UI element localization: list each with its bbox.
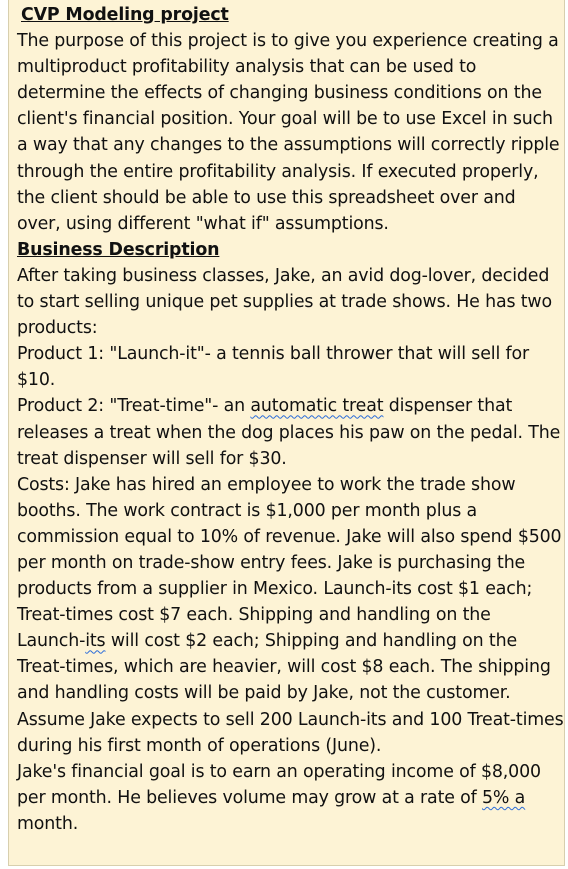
purpose-paragraph: The purpose of this project is to give you experience creating a multiproduct profitability analysis that can be used to determine the effects of changing business conditions on the client's financial position. Your goal will be to use Excel in such a way that any changes to the assumptions will correctly ripple through the entire profitability analysis. If executed properly, the client should be able to use this spreadsheet over and over, using different "what if" assumptions. xyxy=(17,31,560,234)
product-2-text-end: dispenser that releases a treat when the dog places his paw on the pedal. The treat dispenser will sell for $30. xyxy=(17,396,561,469)
goal-text-end: month. xyxy=(17,813,79,834)
product-1-paragraph: Product 1: "Launch-it"- a tennis ball thrower that will sell for $10. xyxy=(17,344,529,391)
assumption-paragraph: Assume Jake expects to sell 200 Launch-its and 100 Treat-times during his first month of operations (June). xyxy=(17,709,564,756)
costs-text-start: Costs: Jake has hired an employee to work the trade show booths. The work contract is $1,000 per month plus a commission equal to 10% of revenue. Jake will also spend $500 per month on trade-show entry fees. Jake is purchasing the products from a supplier in Mexico. Launch-its cost $1 each; Treat-times cost $7 each. Shipping and handling on the Launch- xyxy=(17,474,562,652)
document-body xyxy=(8,0,565,866)
costs-paragraph xyxy=(17,472,564,707)
intro-paragraph: After taking business classes, Jake, an avid dog-lover, decided to start selling unique pet supplies at trade shows. He has two products: xyxy=(17,265,552,339)
goal-paragraph xyxy=(17,759,564,837)
page-title: CVP Modeling project xyxy=(21,5,229,25)
product-2-text-start: Product 2: "Treat-time"- an xyxy=(17,396,251,417)
spellcheck-flag-its[interactable]: its xyxy=(85,631,106,652)
business-description-heading: Business Description xyxy=(17,239,220,260)
spellcheck-flag-automatic-treat[interactable]: automatic treat xyxy=(250,396,384,417)
costs-text-end: will cost $2 each; Shipping and handling on the Treat-times, which are heavier, will cost $8 each. The shipping and handling costs will be paid by Jake, not the customer. xyxy=(17,631,551,704)
goal-text-start: Jake's financial goal is to earn an operating income of $8,000 per month. He believes volume may grow at a rate of xyxy=(17,761,541,808)
product-2-paragraph xyxy=(17,393,564,471)
spellcheck-flag-growth-rate[interactable]: 5% a xyxy=(482,787,526,808)
